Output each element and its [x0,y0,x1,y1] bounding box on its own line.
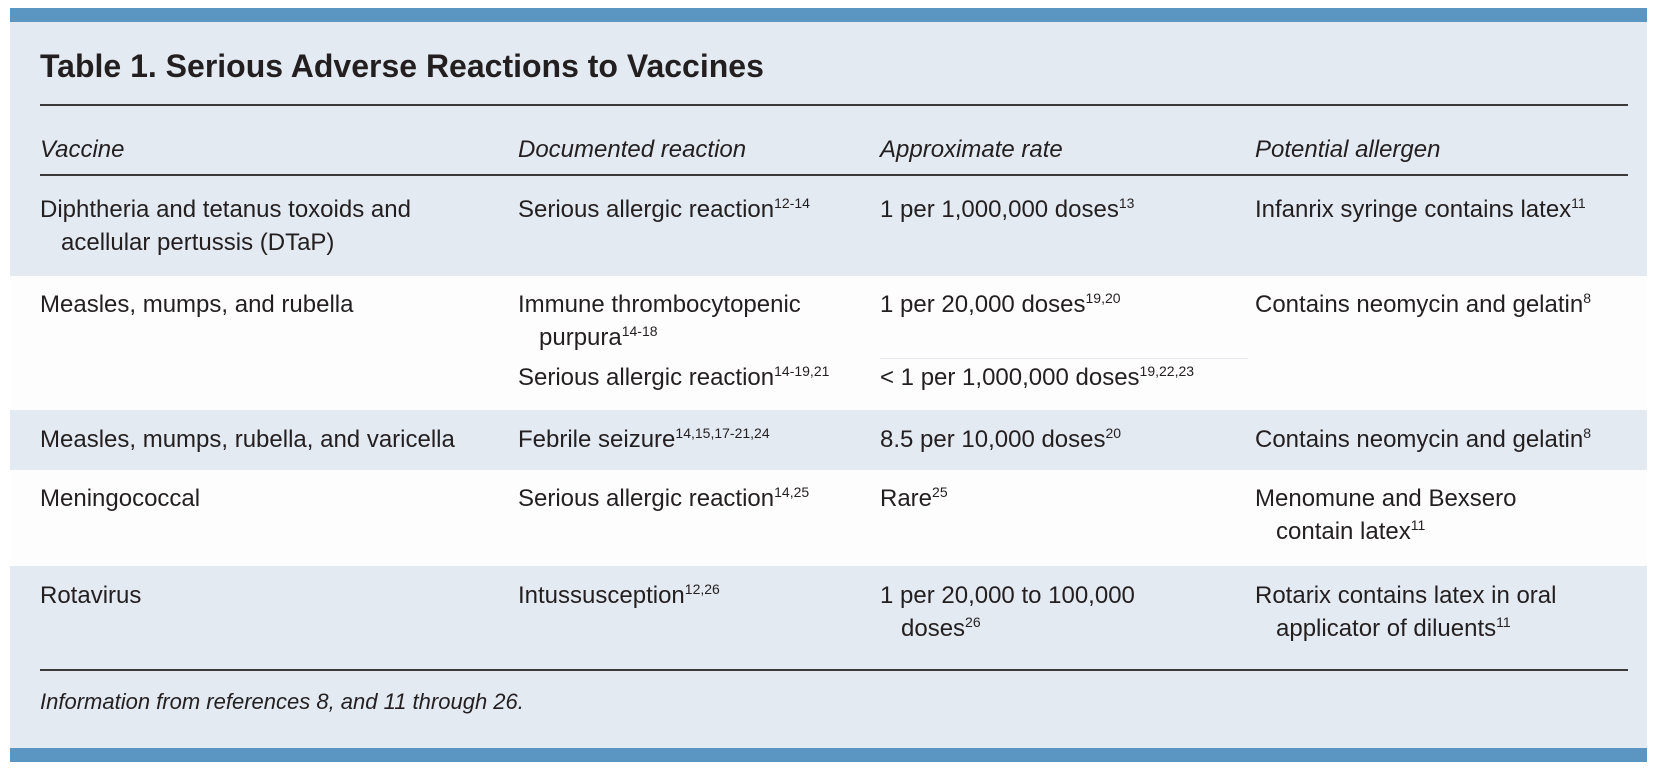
table-row [10,276,1647,410]
title-divider [40,104,1628,106]
sub-row-divider [880,358,1248,359]
table-bottom-divider [40,669,1628,671]
table-row [10,176,1647,276]
vaccine-cell: Measles, mumps, rubella, and varicella [40,426,455,453]
allergen-cell: Rotarix contains latex in oral applicator of diluents$^{11}$ [1255,582,1557,642]
vaccine-cell: Diphtheria and tetanus toxoids and acellular pertussis (DTaP) [40,196,411,256]
reaction-cell: Serious allergic reaction$^{12-14}$ [518,195,810,223]
rate-cell: 1 per 20,000 doses$^{19,20}$ [880,290,1121,318]
reaction-cell: Serious allergic reaction$^{14-19,21}$ [518,363,830,391]
header-allergen: Potential allergen [1255,136,1441,163]
rate-cell: Rare$^{25}$ [880,484,948,512]
header-rate: Approximate rate [880,136,1063,163]
allergen-cell: Contains neomycin and gelatin$^8$ [1255,290,1592,318]
header-vaccine: Vaccine [40,136,125,163]
rate-cell: 8.5 per 10,000 doses$^{20}$ [880,425,1122,453]
bottom-accent-bar [10,748,1647,762]
header-reaction: Documented reaction [518,136,747,163]
vaccine-cell: Rotavirus [40,582,142,609]
allergen-cell: Infanrix syringe contains latex$^{11}$ [1255,195,1586,223]
table-footnote: Information from references 8, and 11 through 26. [40,689,524,714]
table-panel [10,8,1647,762]
allergen-cell: Contains neomycin and gelatin$^8$ [1255,425,1592,453]
reaction-cell: Febrile seizure$^{14,15,17-21,24}$ [518,425,770,453]
table-row [10,566,1647,669]
reaction-cell: Immune thrombocytopenic purpura$^{14-18}$ [518,291,801,351]
table-row [10,410,1647,470]
top-accent-bar [10,8,1647,22]
rate-cell: 1 per 1,000,000 doses$^{13}$ [880,195,1135,223]
reaction-cell: Serious allergic reaction$^{14,25}$ [518,484,810,512]
allergen-cell: Menomune and Bexsero contain latex$^{11}$ [1255,485,1517,545]
reaction-cell: Intussusception$^{12,26}$ [518,581,720,609]
vaccine-cell: Measles, mumps, and rubella [40,291,354,318]
rate-cell: < 1 per 1,000,000 doses$^{19,22,23}$ [880,363,1195,391]
rate-cell: 1 per 20,000 to 100,000 doses$^{26}$ [880,582,1135,642]
table-title: Table 1. Serious Adverse Reactions to Vaccines [40,48,764,84]
table-row [10,470,1647,566]
vaccine-cell: Meningococcal [40,485,201,512]
